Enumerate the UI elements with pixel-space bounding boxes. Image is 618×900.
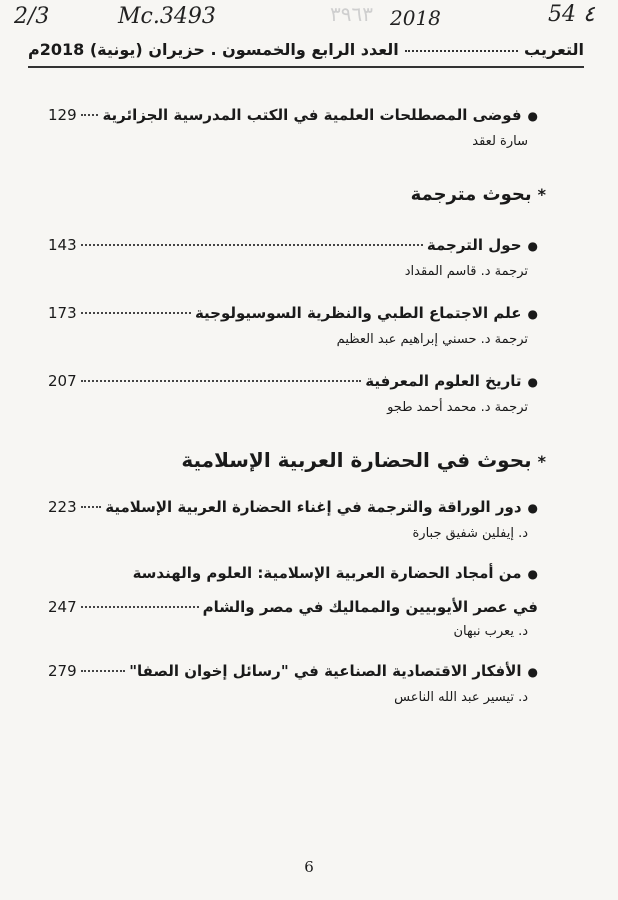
toc-entry-continuation [48,598,538,616]
entry-author: د. إيفلين شفيق جبارة [412,526,528,541]
page-folio: 6 [304,858,314,876]
entry-title: الأفكار الاقتصادية الصناعية في "رسائل إخوان الصفا" [129,662,522,680]
handwritten-fraction: 2/3 [14,4,50,29]
entry-title: دور الوراقة والترجمة في إغناء الحضارة العربية الإسلامية [105,498,522,516]
bleed-through-text: ٣٩٦٣ [330,2,373,26]
page-number: 279 [48,662,77,680]
bullet: ● [527,109,538,123]
toc-entry [48,304,538,322]
toc-entry [48,564,538,582]
handwritten-code: Mc.3493 [118,4,216,29]
page-number: 207 [48,372,77,390]
entry-author: د. تيسير عبد الله الناعس [394,690,528,705]
journal-name: التعريب [524,40,584,59]
toc-entry [48,372,538,390]
page-number: 223 [48,498,77,516]
leader-dots [81,506,102,508]
leader-dots [81,114,99,116]
page-number: 129 [48,106,77,124]
bullet: ● [527,239,538,253]
section-marker: * [537,452,546,471]
bullet: ● [527,501,538,515]
header-leader [405,50,518,52]
entry-author: د. يعرب نبهان [453,624,528,639]
section-heading-civilization: * بحوث في الحضارة العربية الإسلامية [181,448,546,472]
issue-info: العدد الرابع والخمسون . حزيران (يونية) 2018م [28,40,399,59]
entry-author: ترجمة د. محمد أحمد طجو [387,400,528,415]
handwritten-year: 2018 [390,6,441,30]
entry-title: علم الاجتماع الطبي والنظرية السوسيولوجية [194,304,522,322]
entry-author: ترجمة د. قاسم المقداد [404,264,528,279]
entry-title: تاريخ العلوم المعرفية [365,372,522,390]
entry-title: من أمجاد الحضارة العربية الإسلامية: العلوم والهندسة [132,564,522,582]
page-number: 247 [48,598,77,616]
leader-dots [81,380,362,382]
bullet: ● [527,665,538,679]
toc-entry [48,498,538,516]
entry-author: ترجمة د. حسني إبراهيم عبد العظيم [336,332,528,347]
entry-title: حول الترجمة [426,236,522,254]
page-number: 143 [48,236,77,254]
leader-dots [81,670,126,672]
header-rule [28,66,584,68]
leader-dots [81,244,423,246]
entry-title-line2: في عصر الأيوبيين والمماليك في مصر والشام [202,598,538,616]
leader-dots [81,312,191,314]
running-header [28,40,584,59]
section-heading-translated: * بحوث مترجمة [410,184,546,205]
bullet: ● [527,307,538,321]
leader-dots [81,606,199,608]
bullet: ● [527,375,538,389]
page-number: 173 [48,304,77,322]
bullet: ● [527,567,538,581]
entry-author: سارة لعقد [472,134,528,149]
toc-entry [48,236,538,254]
toc-entry [48,662,538,680]
toc-entry [48,106,538,124]
handwritten-number: 54 ٤ [548,2,595,27]
section-marker: * [537,185,546,204]
entry-title: فوضى المصطلحات العلمية في الكتب المدرسية الجزائرية [102,106,522,124]
